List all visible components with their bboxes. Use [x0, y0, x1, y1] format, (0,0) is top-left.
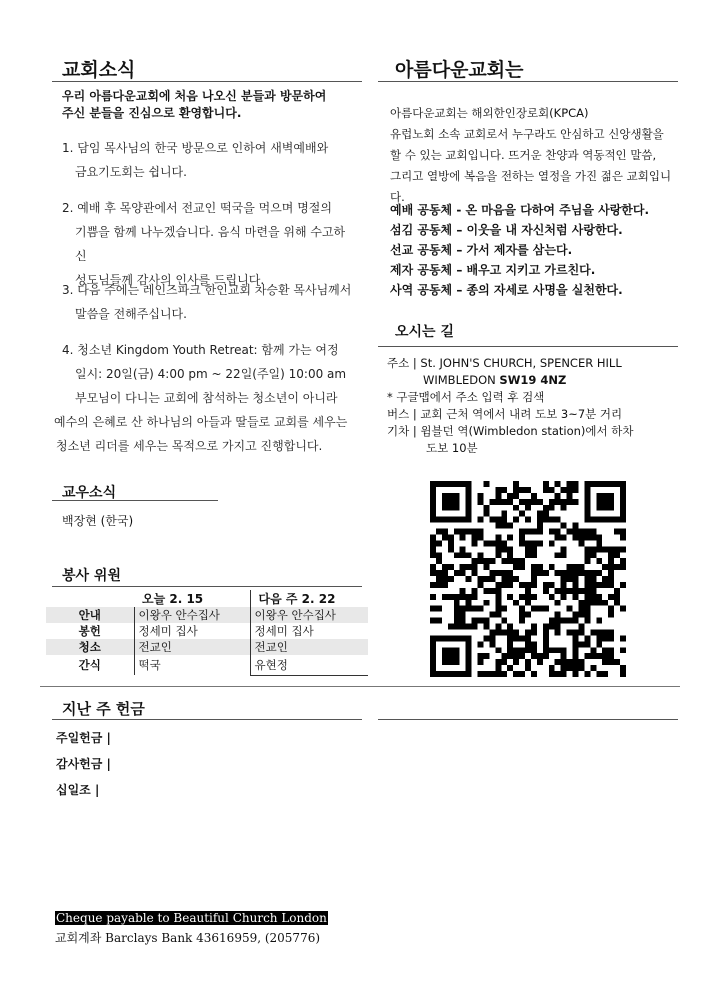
train-walk-line: 도보 10분: [426, 441, 478, 455]
news-item-3: [62, 278, 354, 326]
news-title: 교회소식: [62, 59, 136, 81]
welcome-text: [62, 88, 326, 122]
service-role: 봉헌: [78, 624, 101, 638]
service-next: 전교인: [250, 639, 368, 655]
service-table: [46, 590, 368, 676]
service-next: 유현정: [250, 655, 368, 675]
directions-title: 오시는 길: [395, 324, 454, 340]
service-row: [46, 607, 368, 623]
offering-title: 지난 주 헌금: [62, 700, 145, 718]
bank-info: [55, 907, 328, 948]
news-line: 기쁨을 함께 나누겠습니다. 음식 마련을 위해 수고하신: [75, 225, 346, 263]
address-line: 주소 | St. JOHN'S CHURCH, SPENCER HILL: [387, 356, 622, 370]
service-title-rule: [52, 586, 362, 587]
cheque-payable: Cheque payable to Beautiful Church London: [56, 911, 327, 925]
directions-text: [387, 355, 680, 457]
service-this: 떡국: [134, 655, 250, 675]
members-title: 교우소식: [62, 485, 117, 501]
address-line-2: [387, 372, 680, 389]
service-role: 안내: [78, 608, 101, 622]
service-row: [46, 655, 368, 675]
train-line: 기차 | 윔블던 역(Wimbledon station)에서 하차: [387, 424, 634, 438]
directions-title-rule: [378, 346, 678, 347]
google-line: * 구글맵에서 주소 입력 후 검색: [387, 390, 545, 404]
news-line: 4. 청소년 Kingdom Youth Retreat: 함께 가는 여정: [62, 343, 339, 357]
news-item-4: [54, 338, 354, 458]
community-line: 예배 공동체 - 온 마음을 다하여 주님을 사랑한다.: [390, 203, 650, 217]
service-col-next: 다음 주 2. 22: [250, 590, 368, 607]
service-row: [46, 623, 368, 639]
service-next: 이왕우 안수집사: [250, 607, 368, 623]
news-line: 성도님들께 감사의 인사를 드립니다.: [75, 273, 265, 287]
community-line: 섬김 공동체 – 이웃을 내 자신처럼 사랑한다.: [390, 223, 623, 237]
welcome-line: 주신 분들을 진심으로 환영합니다.: [62, 106, 242, 120]
postcode: SW19 4NZ: [499, 373, 567, 387]
news-line: 3. 다음 주에는 레인즈파크 한인교회 차승환 목사님께서: [62, 283, 352, 297]
about-line: 유럽노회 소속 교회로서 누구라도 안심하고 신앙생활을: [390, 127, 664, 141]
offering-item: 감사헌금 |: [56, 757, 111, 771]
members-title-rule: [52, 500, 218, 501]
offering-title-rule: [52, 719, 362, 720]
service-role: 간식: [78, 658, 101, 672]
about-title: 아름다운교회는: [395, 59, 524, 81]
news-line: 1. 담임 목사님의 한국 방문으로 인하여 새벽예배와: [62, 141, 329, 155]
offering-item: 주일헌금 |: [56, 731, 111, 745]
news-line: 말씀을 전해주십니다.: [75, 307, 187, 321]
bus-line: 버스 | 교회 근처 역에서 내려 도보 3~7분 거리: [387, 407, 623, 421]
service-this: 정세미 집사: [134, 623, 250, 639]
service-title: 봉사 위원: [62, 568, 121, 584]
offering-item: 십일조 |: [56, 783, 100, 797]
address-city: WIMBLEDON: [423, 373, 496, 387]
welcome-line: 우리 아름다운교회에 처음 나오신 분들과 방문하여: [62, 89, 327, 103]
offering-top-rule: [40, 686, 680, 687]
community-line: 선교 공동체 – 가서 제자를 삼는다.: [390, 243, 573, 257]
qr-code: [430, 481, 626, 677]
news-line: 2. 예배 후 목양관에서 전교인 떡국을 먹으며 명절의: [62, 201, 332, 215]
news-line: 금요기도회는 쉽니다.: [75, 165, 187, 179]
service-row: [46, 639, 368, 655]
communities-list: [390, 200, 682, 300]
members-text: 백장현 (한국): [62, 514, 134, 528]
service-next: 정세미 집사: [250, 623, 368, 639]
news-line: 부모님이 다니는 교회에 참석하는 청소년이 아니라: [75, 391, 338, 405]
about-line: 그리고 열방에 복음을 전하는 열정을 가진 젊은 교회입니다.: [390, 169, 672, 204]
right-bottom-rule: [378, 719, 678, 720]
about-line: 아름다운교회는 해외한인장로회(KPCA): [390, 106, 589, 120]
community-line: 제자 공동체 – 배우고 지키고 가르친다.: [390, 263, 596, 277]
service-header-row: [46, 590, 368, 607]
service-this: 전교인: [134, 639, 250, 655]
news-line: 예수의 은혜로 산 하나님의 아들과 딸들로 교회를 세우는: [54, 415, 348, 429]
news-title-rule: [52, 81, 362, 82]
offering-list: [56, 725, 111, 803]
news-item-1: [62, 136, 354, 184]
about-line: 할 수 있는 교회입니다. 뜨거운 찬양과 역동적인 말씀,: [390, 148, 657, 162]
news-line: 일시: 20일(금) 4:00 pm ~ 22일(주일) 10:00 am: [75, 367, 347, 381]
community-line: 사역 공동체 – 종의 자세로 사명을 실천한다.: [390, 283, 623, 297]
service-role: 청소: [78, 640, 101, 654]
about-title-rule: [378, 81, 678, 82]
service-this: 이왕우 안수집사: [134, 607, 250, 623]
about-text: [390, 103, 680, 208]
news-line: 청소년 리더를 세우는 목적으로 가지고 진행합니다.: [56, 439, 323, 453]
service-col-this: 오늘 2. 15: [142, 592, 204, 606]
bank-account: 교회계좌 Barclays Bank 43616959, (205776): [55, 931, 321, 945]
